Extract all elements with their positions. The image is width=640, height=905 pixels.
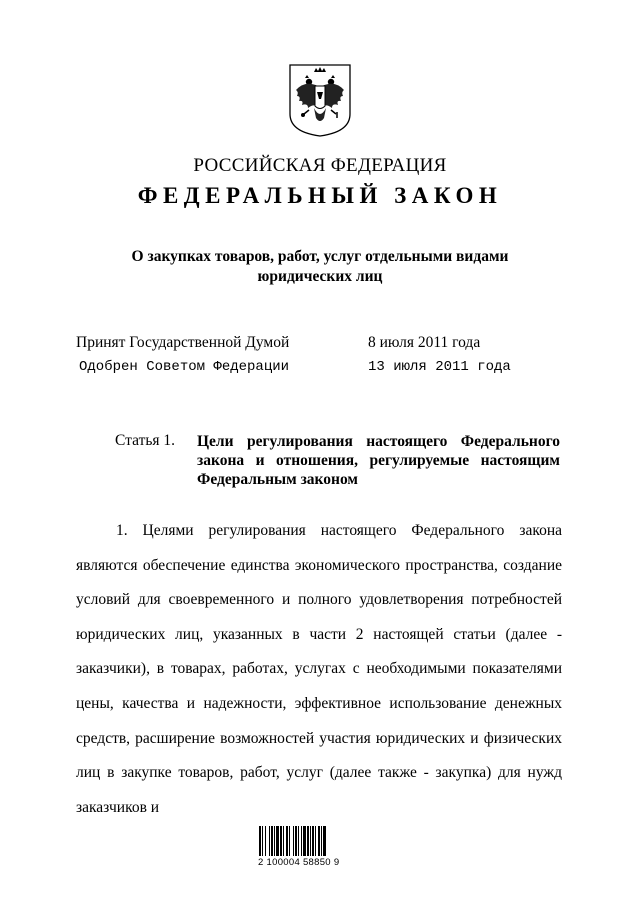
- article-title: Цели регулирования настоящего Федерального закона и отношения, регулируемые настоящим Федеральным законом: [197, 433, 560, 488]
- article-paragraph: [76, 514, 562, 825]
- article-number: Статья 1.: [115, 432, 176, 449]
- law-subject-line-2: юридических лиц: [257, 268, 383, 285]
- duma-adoption-label: Принят Государственной Думой: [76, 334, 290, 351]
- document-type-title: ФЕДЕРАЛЬНЫЙ ЗАКОН: [137, 183, 503, 208]
- country-name: РОССИЙСКАЯ ФЕДЕРАЦИЯ: [193, 155, 447, 176]
- law-subject-line-1: О закупках товаров, работ, услуг отдельными видами: [131, 248, 509, 265]
- coat-of-arms-emblem: [287, 62, 353, 138]
- law-subject: [100, 247, 540, 287]
- council-approval-date: 13 июля 2011 года: [368, 359, 511, 375]
- paragraph-text: 1. Целями регулирования настоящего Федерального закона являются обеспечение единства экономического пространства, создание условий для своевременного и полного удовлетворения потребностей юридических лиц, указанных в части 2 настоящей статьи (далее - заказчики), в товарах, работах, услугах с необходимыми показателями цены, качества и надежности, эффективное использование денежных средств, расширение возможностей участия юридических и физических лиц в закупке товаров, работ, услуг (далее также - закупка) для нужд заказчиков и: [76, 522, 562, 816]
- duma-adoption-date: 8 июля 2011 года: [368, 334, 481, 351]
- barcode-number: 2 100004 58850 9: [258, 857, 340, 868]
- barcode-image: [258, 826, 346, 856]
- council-approval-label: Одобрен Советом Федерации: [79, 359, 290, 375]
